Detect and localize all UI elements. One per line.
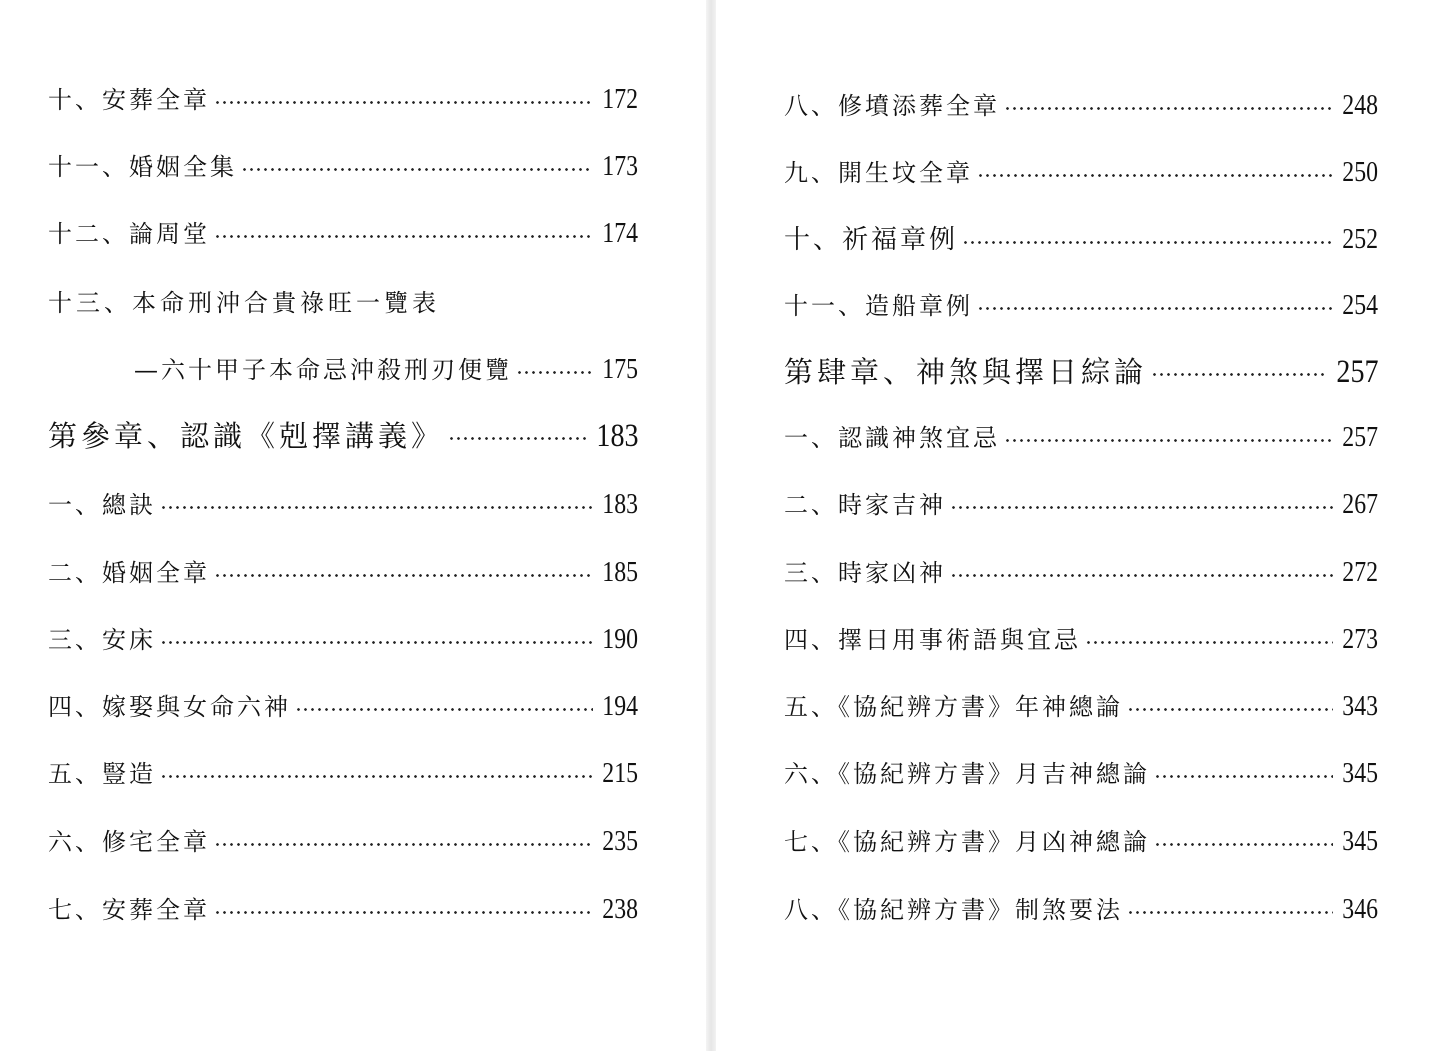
toc-entry-title: 十一、婚姻全集 [48,153,237,181]
toc-entry[interactable] [784,890,1378,930]
toc-entry-title: 九、開生坟全章 [784,159,973,187]
right-page [716,0,1440,1051]
toc-entry-page: 175 [602,354,638,385]
toc-entry[interactable] [784,86,1378,126]
toc-chapter-entry[interactable] [48,416,638,456]
toc-entry[interactable] [48,485,638,525]
toc-entry-page: 345 [1342,826,1378,857]
toc-entry-page: 183 [595,418,638,454]
toc-entry[interactable] [784,754,1378,794]
toc-entry[interactable] [784,620,1378,660]
toc-leader-dots [214,101,593,104]
toc-entry-title: 三、時家凶神 [784,559,946,587]
toc-leader-dots [295,708,593,711]
toc-entry[interactable] [784,418,1378,458]
toc-leader-dots [1004,439,1333,442]
toc-entry[interactable] [784,220,1378,260]
toc-entry-page: 215 [602,758,638,789]
toc-entry-title: 一、總訣 [48,491,156,519]
toc-entry-page: 185 [602,557,638,588]
toc-entry[interactable] [784,153,1378,193]
toc-entry-page: 343 [1342,691,1378,722]
toc-entry-title: 二、婚姻全章 [48,559,210,587]
toc-leader-dots [214,911,593,914]
toc-entry-page: 173 [602,151,638,182]
toc-entry-page: 272 [1342,557,1378,588]
toc-leader-dots [160,641,593,644]
toc-leader-dots [950,506,1333,509]
toc-leader-dots [214,235,593,238]
toc-entry-heading[interactable] [48,283,638,323]
book-gutter [706,0,716,1051]
toc-chapter-title: 第參章、認識《剋擇講義》 [48,419,445,453]
toc-entry[interactable] [48,80,638,120]
toc-leader-dots [1127,708,1333,711]
toc-entry-page: 267 [1342,489,1378,520]
toc-leader-dots [241,168,593,171]
toc-entry-page: 346 [1342,894,1378,925]
toc-leader-dots [1151,373,1325,376]
toc-entry-page: 235 [602,826,638,857]
left-page [0,0,706,1051]
toc-entry[interactable] [784,687,1378,727]
toc-entry[interactable] [48,620,638,660]
toc-leader-dots [214,574,593,577]
toc-entry-title: 七、安葬全章 [48,896,210,924]
toc-entry-page: 194 [602,691,638,722]
toc-entry-page: 254 [1342,290,1378,321]
toc-leader-dots [1154,775,1333,778]
toc-leader-dots [977,307,1333,310]
toc-entry[interactable] [48,754,638,794]
toc-entry-page: 190 [602,624,638,655]
toc-entry-title: 十三、本命刑沖合貴祿旺一覽表 [48,289,440,317]
toc-entry-page: 345 [1342,758,1378,789]
toc-entry-title: 四、嫁娶與女命六神 [48,693,291,721]
toc-entry-title: 八、修墳添葬全章 [784,92,1000,120]
toc-entry[interactable] [48,687,638,727]
toc-entry[interactable] [48,553,638,593]
toc-entry-title: 三、安床 [48,626,156,654]
toc-entry[interactable] [784,485,1378,525]
toc-entry-page: 273 [1342,624,1378,655]
toc-entry-title: 五、豎造 [48,760,156,788]
toc-entry-title: 六、《協紀辨方書》月吉神總論 [784,760,1150,788]
toc-entry-page: 250 [1342,157,1378,188]
toc-entry-title: 七、《協紀辨方書》月凶神總論 [784,828,1150,856]
toc-leader-dots [1154,843,1333,846]
toc-entry-title: 八、《協紀辨方書》制煞要法 [784,896,1123,924]
toc-entry-page: 257 [1342,422,1378,453]
toc-entry[interactable] [48,214,638,254]
toc-chapter-entry[interactable] [784,352,1378,392]
toc-entry-title: 四、擇日用事術語與宜忌 [784,626,1081,654]
toc-leader-dots [448,437,585,440]
toc-leader-dots [516,371,593,374]
toc-entry-page: 174 [602,218,638,249]
toc-chapter-title: 第肆章、神煞與擇日綜論 [784,355,1148,389]
toc-entry[interactable] [784,286,1378,326]
toc-leader-dots [1004,107,1333,110]
toc-entry-title: 十、祈福章例 [784,225,959,255]
toc-leader-dots [1127,911,1333,914]
toc-entry-title: 一、認識神煞宜忌 [784,424,1000,452]
toc-leader-dots [950,574,1333,577]
toc-leader-dots [160,506,593,509]
toc-entry[interactable] [48,890,638,930]
toc-leader-dots [160,775,593,778]
toc-entry-page: 252 [1342,224,1378,255]
toc-entry-title: 二、時家吉神 [784,491,946,519]
toc-entry-page: 172 [602,84,638,115]
toc-entry-subtitle[interactable] [134,350,638,390]
toc-entry-page: 183 [602,489,638,520]
toc-entry-title: 十、安葬全章 [48,86,210,114]
toc-entry-page: 257 [1335,354,1378,390]
toc-entry[interactable] [48,147,638,187]
toc-entry-title: —六十甲子本命忌沖殺刑刃便覽 [134,356,512,384]
toc-entry-title: 十二、論周堂 [48,220,210,248]
toc-entry-page: 238 [602,894,638,925]
toc-entry-title: 五、《協紀辨方書》年神總論 [784,693,1123,721]
toc-leader-dots [214,843,593,846]
toc-entry[interactable] [784,553,1378,593]
toc-leader-dots [977,174,1333,177]
toc-leader-dots [962,241,1333,244]
toc-entry-title: 六、修宅全章 [48,828,210,856]
toc-entry[interactable] [48,822,638,862]
toc-leader-dots [1085,641,1333,644]
toc-entry[interactable] [784,822,1378,862]
toc-entry-page: 248 [1342,90,1378,121]
toc-entry-title: 十一、造船章例 [784,292,973,320]
